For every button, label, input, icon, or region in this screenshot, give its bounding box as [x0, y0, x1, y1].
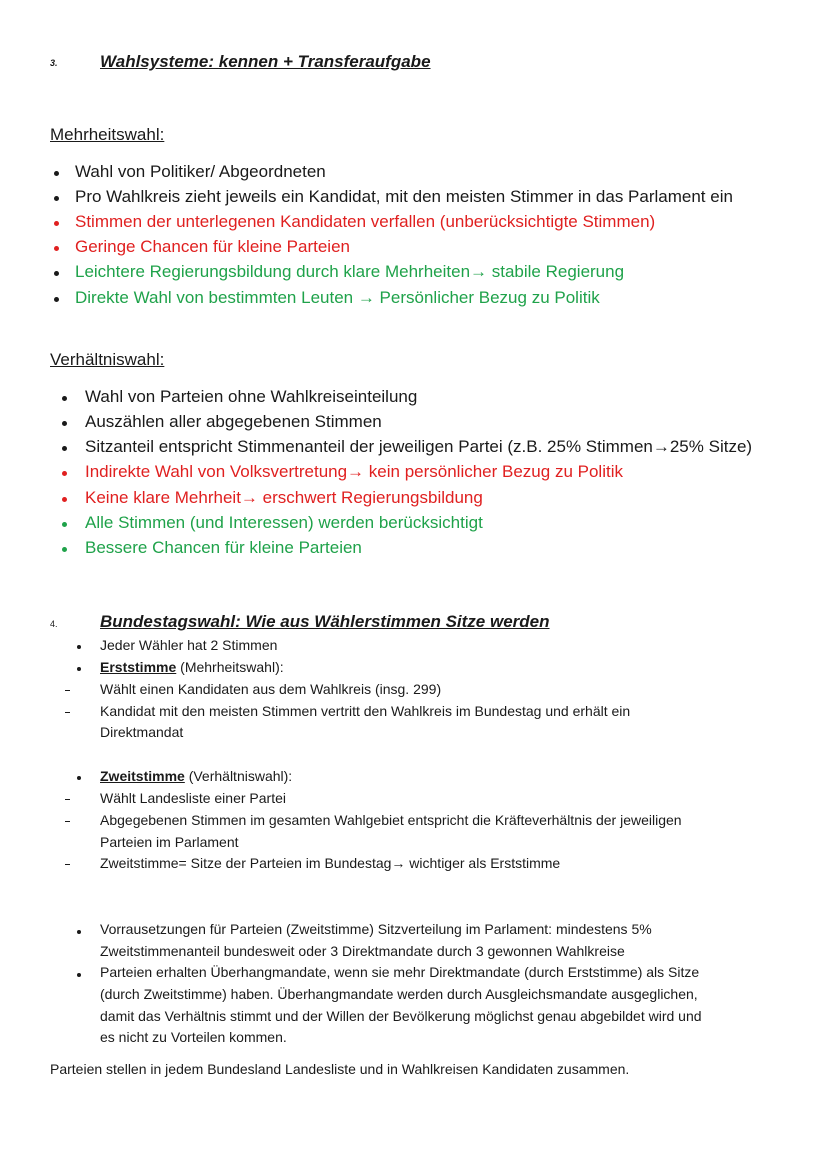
list-item-continued: Direktmandat [100, 724, 184, 740]
erststimme-line [100, 659, 284, 675]
section-title: Bundestagswahl: Wie aus Wählerstimmen Sitze werden [100, 612, 550, 631]
section-number: 4. [50, 619, 58, 629]
zweitstimme-suffix: (Verhältniswahl): [184, 768, 293, 784]
erststimme-label: Erststimme [100, 659, 177, 675]
verhaeltniswahl-heading: Verhältniswahl: [50, 350, 165, 369]
bullet-icon [62, 497, 67, 502]
bullet-icon [77, 930, 81, 934]
list-item: Bessere Chancen für kleine Parteien [85, 538, 362, 557]
bullet-icon [54, 297, 59, 302]
dash-icon [65, 712, 70, 713]
bullet-icon [77, 973, 81, 977]
zweitstimme-label: Zweitstimme [100, 768, 185, 784]
list-item-continued: es nicht zu Vorteilen kommen. [100, 1029, 287, 1045]
list-item: Alle Stimmen (und Interessen) werden berücksichtigt [85, 513, 483, 532]
list-item: Wählt Landesliste einer Partei [100, 790, 286, 806]
list-item: Wählt einen Kandidaten aus dem Wahlkreis (insg. 299) [100, 681, 442, 697]
dash-icon [65, 690, 70, 691]
bullet-icon [54, 271, 59, 276]
list-item: Sitzanteil entspricht Stimmenanteil der jeweiligen Partei (z.B. 25% Stimmen→25% Sitze) [85, 437, 753, 456]
bullet-icon [77, 667, 81, 671]
closing-paragraph: Parteien stellen in jedem Bundesland Landesliste und in Wahlkreisen Kandidaten zusammen. [50, 1061, 630, 1077]
list-item: Jeder Wähler hat 2 Stimmen [100, 637, 278, 653]
list-item-continued: Zweitstimmenanteil bundesweit oder 3 Direktmandate durch 3 gewonnen Wahlkreise [100, 943, 625, 959]
dash-icon [65, 821, 70, 822]
list-item-continued: Parteien im Parlament [100, 834, 239, 850]
bullet-icon [62, 421, 67, 426]
list-item: Zweitstimme= Sitze der Parteien im Bundestag→ wichtiger als Erststimme [100, 855, 561, 871]
mehrheitswahl-heading: Mehrheitswahl: [50, 125, 165, 144]
list-item: Direkte Wahl von bestimmten Leuten → Persönlicher Bezug zu Politik [75, 288, 600, 307]
bullet-icon [62, 396, 67, 401]
list-item: Geringe Chancen für kleine Parteien [75, 237, 350, 256]
list-item-continued: damit das Verhältnis stimmt und der Willen der Bevölkerung möglichst genau abgebildet wird und [100, 1008, 702, 1024]
zweitstimme-line [100, 768, 292, 784]
list-item: Wahl von Parteien ohne Wahlkreiseinteilung [85, 387, 418, 406]
bullet-icon [54, 221, 59, 226]
dash-icon [65, 799, 70, 800]
bullet-icon [54, 171, 59, 176]
list-item-continued: (durch Zweitstimme) haben. Überhangmandate werden durch Ausgleichsmandate ausgeglichen, [100, 986, 698, 1002]
bullet-icon [62, 471, 67, 476]
list-item: Kandidat mit den meisten Stimmen vertritt den Wahlkreis im Bundestag und erhält ein [100, 703, 631, 719]
list-item: Pro Wahlkreis zieht jeweils ein Kandidat, mit den meisten Stimmer in das Parlament ein [75, 187, 733, 206]
list-item: Abgegebenen Stimmen im gesamten Wahlgebiet entspricht die Kräfteverhältnis der jeweiligen [100, 812, 682, 828]
section-number: 3. [50, 58, 58, 68]
bullet-icon [62, 446, 67, 451]
list-item: Leichtere Regierungsbildung durch klare Mehrheiten→ stabile Regierung [75, 262, 625, 281]
bullet-icon [77, 645, 81, 649]
bullet-icon [54, 246, 59, 251]
list-item: Indirekte Wahl von Volksvertretung→ kein persönlicher Bezug zu Politik [85, 462, 623, 481]
list-item: Stimmen der unterlegenen Kandidaten verfallen (unberücksichtigte Stimmen) [75, 212, 656, 231]
bullet-icon [62, 522, 67, 527]
bullet-icon [62, 547, 67, 552]
list-item: Wahl von Politiker/ Abgeordneten [75, 162, 326, 181]
list-item: Parteien erhalten Überhangmandate, wenn sie mehr Direktmandate (durch Erststimme) als Sitze [100, 964, 700, 980]
bullet-icon [54, 196, 59, 201]
list-item: Auszählen aller abgegebenen Stimmen [85, 412, 382, 431]
section-title: Wahlsysteme: kennen + Transferaufgabe [100, 52, 431, 71]
list-item: Keine klare Mehrheit→ erschwert Regierungsbildung [85, 488, 483, 507]
dash-icon [65, 864, 70, 865]
erststimme-suffix: (Mehrheitswahl): [176, 659, 284, 675]
bullet-icon [77, 776, 81, 780]
list-item: Vorrausetzungen für Parteien (Zweitstimme) Sitzverteilung im Parlament: mindestens 5% [100, 921, 652, 937]
